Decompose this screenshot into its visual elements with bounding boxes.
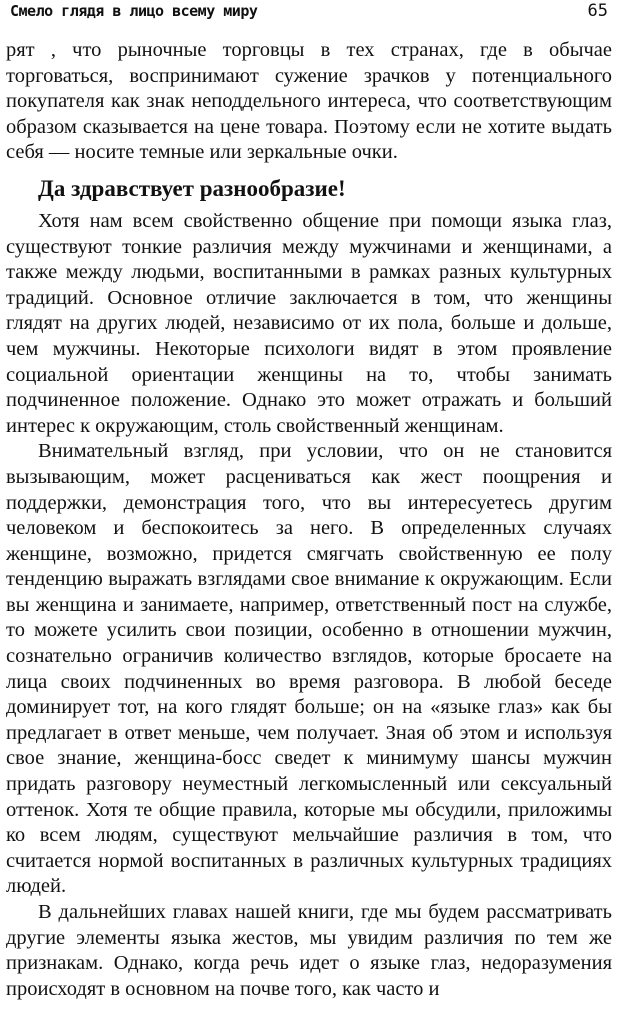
paragraph-continued: рят , что рыночные торговцы в тех странах, где в обычае торговаться, воспринимают сужение зрачков у потенциального покупателя как знак неподдельного интереса, что соответствующим образом сказывается на цене товара. Поэтому если не хотите выдать себя — носите темные или зеркальные очки. bbox=[6, 39, 612, 164]
running-header-title: Смело глядя в лицо всему миру bbox=[10, 2, 258, 20]
running-header bbox=[6, 0, 612, 24]
body-text bbox=[6, 38, 612, 1002]
paragraph: В дальнейших главах нашей книги, где мы будем рассматривать другие элементы языка жестов, мы увидим различия по тем же признакам. Однако, когда речь идет о языке глаз, недоразумения происходят в основном на почве того, как часто и bbox=[6, 901, 612, 1000]
page-number: 65 bbox=[587, 1, 608, 21]
section-heading: Да здравствует разнообразие! bbox=[38, 175, 346, 201]
paragraph: Внимательный взгляд, при условии, что он не становится вызывающим, может расцениваться как жест поощрения и поддержки, демонстрация того, что вы интересуетесь другим человеком и беспокоитесь за него. В определенных случаях женщине, возможно, придется смягчать свойственную ее полу тенденцию выражать взглядами свое внимание к окружающим. Если вы женщина и занимаете, например, ответственный пост на службе, то можете усилить свои позиции, особенно в отношении мужчин, сознательно ограничив количество взглядов, которые бросаете на лица своих подчиненных во время разговора. В любой беседе доминирует тот, на кого глядят больше; он на «языке глаз» как бы предлагает в ответ меньше, чем получает. Зная об этом и используя свое знание, женщина-босс сведет к минимуму шансы мужчин придать разговору неуместный легкомысленный или сексуальный оттенок. Хотя те общие правила, которые мы обсудили, приложимы ко всем людям, существуют мельчайшие различия в том, что считается нормой воспитанных в различных культурных традициях людей. bbox=[6, 440, 612, 898]
paragraph: Хотя нам всем свойственно общение при помощи языка глаз, существуют тонкие различия между мужчинами и женщинами, а также между людьми, воспитанными в рамках разных культурных традиций. Основное отличие заключается в том, что женщины глядят на других людей, независимо от их пола, больше и дольше, чем мужчины. Некоторые психологи видят в этом проявление социальной ориентации женщины на то, чтобы занимать подчиненное положение. Однако это может отражать и больший интерес к окружающим, столь свойственный женщинам. bbox=[6, 209, 612, 437]
